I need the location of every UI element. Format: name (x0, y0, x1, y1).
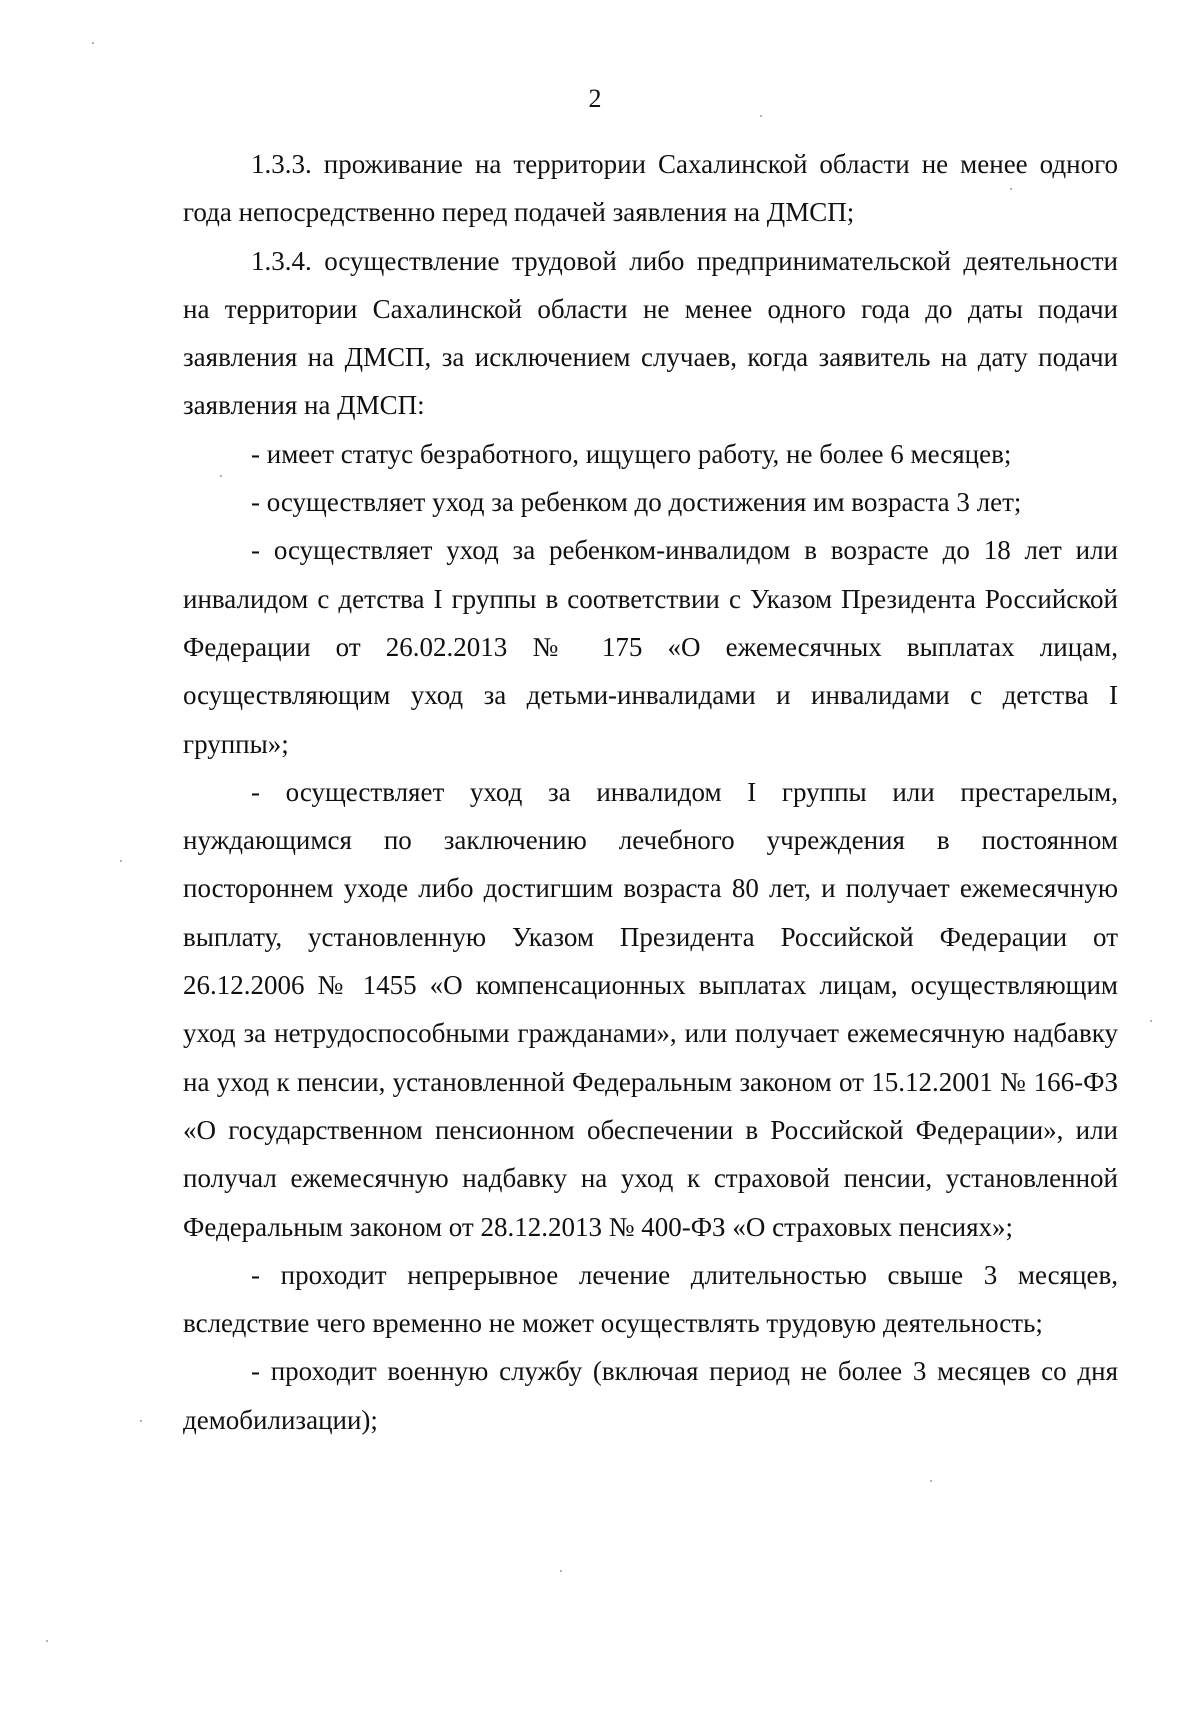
scan-speck (120, 860, 122, 862)
scan-speck (1150, 1020, 1152, 1022)
scan-speck (1010, 188, 1012, 190)
exception-military-service: - проходит военную службу (включая период не более 3 месяцев со дня демобилизации); (183, 1356, 1118, 1435)
scan-speck (560, 1570, 562, 1572)
exception-unemployed: - имеет статус безработного, ищущего работу, не более 6 месяцев; (251, 438, 1012, 469)
page-number: 2 (588, 84, 602, 113)
scan-speck (760, 115, 762, 117)
exception-medical-treatment: - проходит непрерывное лечение длительностью свыше 3 месяцев, вследствие чего временно не может осуществлять трудовую деятельность; (183, 1259, 1118, 1339)
scan-speck (220, 475, 222, 477)
paragraph-1-3-3: 1.3.3. проживание на территории Сахалинской области не менее одного года непосредственно перед подачей заявления на ДМСП; (183, 149, 1118, 228)
paragraph-1-3-4: 1.3.4. осуществление трудовой либо предпринимательской деятельности на территории Сахалинской области не менее одного года до даты подачи заявления на ДМСП, за исключением случаев, когда заявитель на дату подачи заявления на ДМСП: (183, 245, 1118, 421)
exception-disabled-child-care: - осуществляет уход за ребенком-инвалидом в возрасте до 18 лет или инвалидом с детства I группы в соответствии с Указом Президента Российской Федерации от 26.02.2013 № 175 «О ежемесячных выплатах лицам, осуществляющим уход за детьми-инвалидами и инвалидами с детства I группы»; (183, 535, 1118, 759)
scan-speck (930, 1480, 932, 1482)
scan-speck (92, 42, 94, 44)
scan-speck (46, 1640, 48, 1642)
scan-speck (140, 1420, 142, 1422)
exception-disabled-adult-care: - осуществляет уход за инвалидом I группы или престарелым, нуждающимся по заключению лечебного учреждения в постоянном постороннем уходе либо достигшим возраста 80 лет, и получает ежемесячную выплату, установленную Указом Президента Российской Федерации от 26.12.2006 № 1455 «О компенсационных выплатах лицам, осуществляющим уход за нетрудоспособными гражданами», или получает ежемесячную надбавку на уход к пенсии, установленной Федеральным законом от 15.12.2001 № 166-ФЗ «О государственном пенсионном обеспечении в Российской Федерации», или получал ежемесячную надбавку на уход к страховой пенсии, установленной Федеральным законом от 28.12.2013 № 400-ФЗ «О страховых пенсиях»; (183, 776, 1118, 1242)
exception-child-care: - осуществляет уход за ребенком до достижения им возраста 3 лет; (251, 487, 1022, 518)
document-body (183, 140, 1118, 1444)
